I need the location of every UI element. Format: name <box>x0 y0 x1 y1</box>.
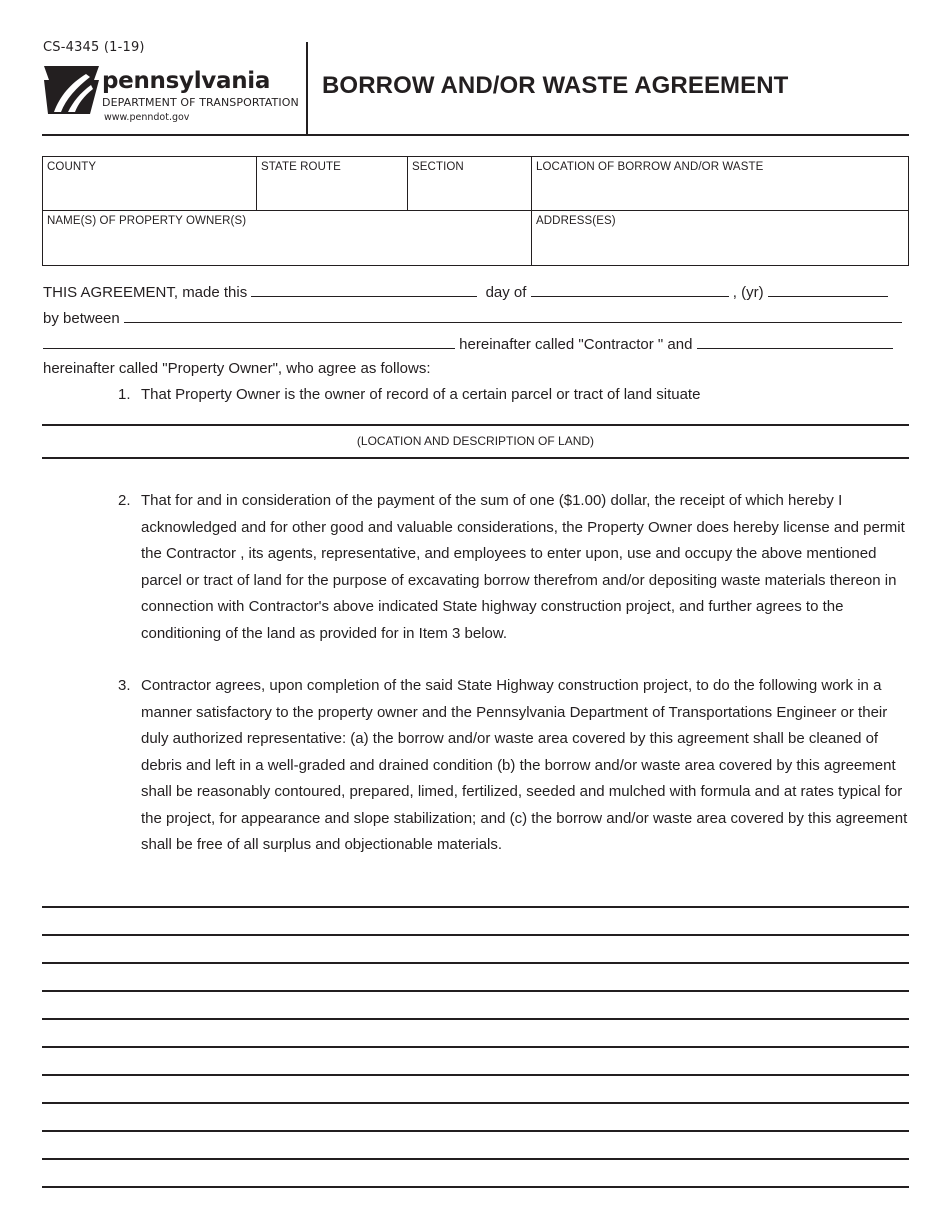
keystone-logo-icon <box>44 66 99 114</box>
header-rule <box>42 134 909 136</box>
agreement-month-blank[interactable] <box>531 282 729 297</box>
land-location-caption: (LOCATION AND DESCRIPTION OF LAND) <box>356 434 595 448</box>
item-number: 2. <box>118 492 131 509</box>
item-text: That Property Owner is the owner of record of a certain parcel or tract of land situate <box>141 386 701 403</box>
writing-line[interactable] <box>42 1074 909 1076</box>
writing-line[interactable] <box>42 1102 909 1104</box>
property-owner-text: hereinafter called "Property Owner", who agree as follows: <box>43 360 431 377</box>
item-text: Contractor agrees, upon completion of the said State Highway construction project, to do the following work in a manner satisfactory to the property owner and the Pennsylvania Department of Transportations Engineer or their duly authorized representative: (a) the borrow and/or waste area covered by this agreement shall be cleaned of debris and left in a well-graded and drained condition (b) the borrow and/or waste area covered by this agreement shall be reasonably contoured, prepared, limed, fertilized, seeded and mulched with formula and at rates typical for the project, for appearance and slope stabilization; and (c) the borrow and/or waste area covered by this agreement shall be free of all surplus and objectionable materials. <box>141 677 908 853</box>
writing-line[interactable] <box>42 1018 909 1020</box>
agreement-year-blank[interactable] <box>768 282 888 297</box>
writing-line[interactable] <box>42 962 909 964</box>
list-item <box>118 382 908 409</box>
header-divider <box>306 42 308 134</box>
item-number: 1. <box>118 386 131 403</box>
item-number: 3. <box>118 677 131 694</box>
department-name: DEPARTMENT OF TRANSPORTATION <box>102 96 299 109</box>
list-item <box>118 673 908 859</box>
property-owner-name-blank[interactable] <box>697 334 893 349</box>
list-item <box>118 488 908 647</box>
section-label: SECTION <box>412 161 464 173</box>
brand-name: pennsylvania <box>102 68 271 94</box>
section-field[interactable] <box>408 157 532 211</box>
parties-line <box>43 308 902 327</box>
addresses-label: ADDRESS(ES) <box>536 215 616 227</box>
writing-line[interactable] <box>42 1130 909 1132</box>
county-field[interactable] <box>43 157 257 211</box>
made-this-text: THIS AGREEMENT, made this <box>43 284 248 301</box>
state-route-label: STATE ROUTE <box>261 161 341 173</box>
state-route-field[interactable] <box>257 157 408 211</box>
contractor-text: hereinafter called "Contractor " and <box>459 336 693 353</box>
project-info-grid <box>42 156 909 266</box>
location-field[interactable] <box>532 157 908 211</box>
agreement-day-blank[interactable] <box>251 282 477 297</box>
property-owners-label: NAME(S) OF PROPERTY OWNER(S) <box>47 215 247 227</box>
contractor-line <box>43 334 893 353</box>
additional-terms-lines <box>42 906 909 1214</box>
agreement-date-line <box>43 282 888 301</box>
page-title: BORROW AND/OR WASTE AGREEMENT <box>322 72 789 99</box>
land-location-line[interactable] <box>42 424 909 426</box>
day-of-text: day of <box>485 284 527 301</box>
addresses-field[interactable] <box>532 211 908 265</box>
writing-line[interactable] <box>42 990 909 992</box>
writing-line[interactable] <box>42 934 909 936</box>
form-number: CS-4345 (1-19) <box>43 40 145 55</box>
writing-line[interactable] <box>42 1046 909 1048</box>
year-text: , (yr) <box>732 284 764 301</box>
contractor-name-blank[interactable] <box>124 308 902 323</box>
by-between-text: by between <box>43 310 120 327</box>
writing-line[interactable] <box>42 906 909 908</box>
writing-line[interactable] <box>42 1186 909 1188</box>
property-owners-field[interactable] <box>43 211 532 265</box>
land-description-rule <box>42 457 909 459</box>
item-text: That for and in consideration of the payment of the sum of one ($1.00) dollar, the receipt of which hereby I acknowledged and for other good and valuable considerations, the Property Owner does hereby license and permit the Contractor , its agents, representative, and employees to enter upon, use and occupy the above mentioned parcel or tract of land for the purpose of excavating borrow therefrom and/or depositing waste materials thereon in connection with Contractor's above indicated State highway construction project, and further agrees to the conditioning of the land as provided for in Item 3 below. <box>141 492 905 642</box>
location-label: LOCATION OF BORROW AND/OR WASTE <box>536 161 764 173</box>
county-label: COUNTY <box>47 161 97 173</box>
contractor-name-blank-2[interactable] <box>43 334 455 349</box>
writing-line[interactable] <box>42 1158 909 1160</box>
website-link[interactable]: www.penndot.gov <box>104 112 190 123</box>
